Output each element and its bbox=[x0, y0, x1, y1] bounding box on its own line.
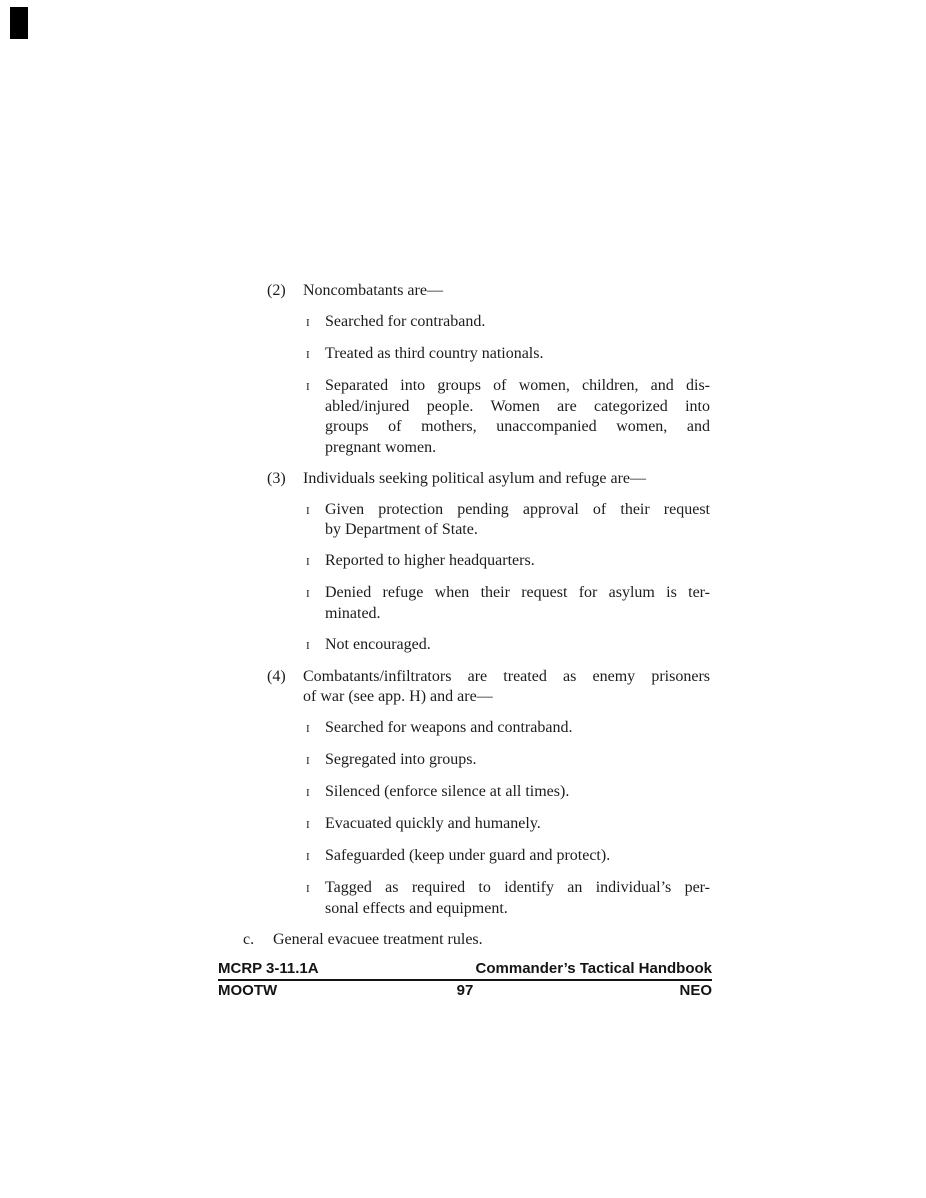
item-text bbox=[273, 930, 483, 951]
item-text bbox=[325, 718, 710, 739]
bullet-marker-icon: I bbox=[306, 819, 310, 831]
text-line: abled/injured people. Women are categorized into bbox=[325, 397, 710, 415]
bullet-item bbox=[0, 583, 926, 624]
footer-bottom-row bbox=[218, 981, 712, 999]
item-text bbox=[325, 500, 710, 541]
text-line: Searched for weapons and contraband. bbox=[325, 719, 573, 736]
bullet-marker-icon: I bbox=[306, 588, 310, 600]
text-line: Noncombatants are— bbox=[303, 282, 443, 299]
text-line: Silenced (enforce silence at all times). bbox=[325, 783, 570, 800]
list-item bbox=[0, 930, 926, 951]
item-text bbox=[325, 344, 710, 365]
page-footer bbox=[218, 960, 712, 999]
text-line: Tagged as required to identify an individual’s per- bbox=[325, 879, 710, 896]
bullet-marker-icon: I bbox=[306, 381, 310, 393]
bullet-item bbox=[0, 312, 926, 334]
footer-section-right: NEO bbox=[679, 982, 713, 999]
bullet-marker-icon: I bbox=[306, 504, 310, 517]
item-text bbox=[303, 469, 710, 490]
page-number: 97 bbox=[456, 982, 474, 999]
text-line: Searched for contraband. bbox=[325, 313, 486, 330]
text-line: Denied refuge when their request for asylum is ter- bbox=[325, 584, 710, 601]
text-line: by Department of State. bbox=[325, 521, 478, 538]
bullet-marker-icon: I bbox=[306, 317, 310, 329]
list-item bbox=[0, 469, 926, 490]
text-line: groups of mothers, unaccompanied women, and bbox=[325, 418, 710, 435]
footer-section-left: MOOTW bbox=[218, 982, 278, 999]
item-text bbox=[325, 312, 710, 333]
text-line: of war (see app. H) and are— bbox=[303, 688, 493, 705]
item-text bbox=[325, 814, 710, 835]
bullet-item bbox=[0, 376, 926, 458]
text-line: Reported to higher headquarters. bbox=[325, 552, 535, 569]
text-line: General evacuee treatment rules. bbox=[273, 930, 483, 948]
text-line: Treated as third country nationals. bbox=[325, 345, 544, 362]
item-label: (3) bbox=[267, 469, 286, 487]
item-label: (2) bbox=[267, 282, 286, 299]
text-line: pregnant women. bbox=[325, 438, 437, 456]
doc-title: Commander’s Tactical Handbook bbox=[475, 960, 712, 977]
item-text bbox=[325, 846, 710, 867]
text-line: Given protection pending approval of their request bbox=[325, 500, 710, 518]
bullet-marker-icon: I bbox=[306, 787, 310, 799]
bullet-marker-icon: I bbox=[306, 755, 310, 767]
bullet-marker-icon: I bbox=[306, 639, 310, 652]
item-text bbox=[325, 878, 710, 919]
text-line: Combatants/infiltrators are treated as enemy prisoners bbox=[303, 667, 710, 685]
doc-number: MCRP 3-11.1A bbox=[218, 960, 319, 977]
text-line: Safeguarded (keep under guard and protect). bbox=[325, 847, 611, 864]
document-body bbox=[0, 281, 926, 961]
bullet-item bbox=[0, 750, 926, 772]
item-text bbox=[325, 750, 710, 771]
bullet-item bbox=[0, 551, 926, 573]
text-line: minated. bbox=[325, 604, 381, 622]
list-item bbox=[0, 667, 926, 708]
bullet-item bbox=[0, 718, 926, 740]
item-text bbox=[325, 376, 710, 458]
text-line: Segregated into groups. bbox=[325, 751, 477, 768]
bullet-item bbox=[0, 782, 926, 804]
scan-corner-mark bbox=[10, 7, 28, 39]
bullet-item bbox=[0, 344, 926, 366]
bullet-item bbox=[0, 846, 926, 868]
item-label: (4) bbox=[267, 667, 286, 685]
bullet-item bbox=[0, 814, 926, 836]
footer-header-row bbox=[218, 960, 712, 981]
bullet-item bbox=[0, 500, 926, 541]
text-line: Evacuated quickly and humanely. bbox=[325, 815, 541, 832]
item-text bbox=[325, 551, 710, 572]
bullet-item bbox=[0, 635, 926, 657]
bullet-marker-icon: I bbox=[306, 349, 310, 361]
text-line: sonal effects and equipment. bbox=[325, 899, 508, 917]
item-label: c. bbox=[243, 930, 255, 948]
bullet-item bbox=[0, 878, 926, 919]
item-text bbox=[303, 667, 710, 708]
item-text bbox=[325, 635, 710, 656]
bullet-marker-icon: I bbox=[306, 723, 310, 735]
item-text bbox=[325, 782, 710, 803]
item-text bbox=[303, 281, 710, 302]
bullet-marker-icon: I bbox=[306, 883, 310, 895]
bullet-marker-icon: I bbox=[306, 556, 310, 568]
text-line: Individuals seeking political asylum and refuge are— bbox=[303, 469, 647, 487]
list-item bbox=[0, 281, 926, 302]
text-line: Separated into groups of women, children, and dis- bbox=[325, 377, 710, 394]
text-line: Not encouraged. bbox=[325, 635, 431, 653]
bullet-marker-icon: I bbox=[306, 851, 310, 863]
item-text bbox=[325, 583, 710, 624]
